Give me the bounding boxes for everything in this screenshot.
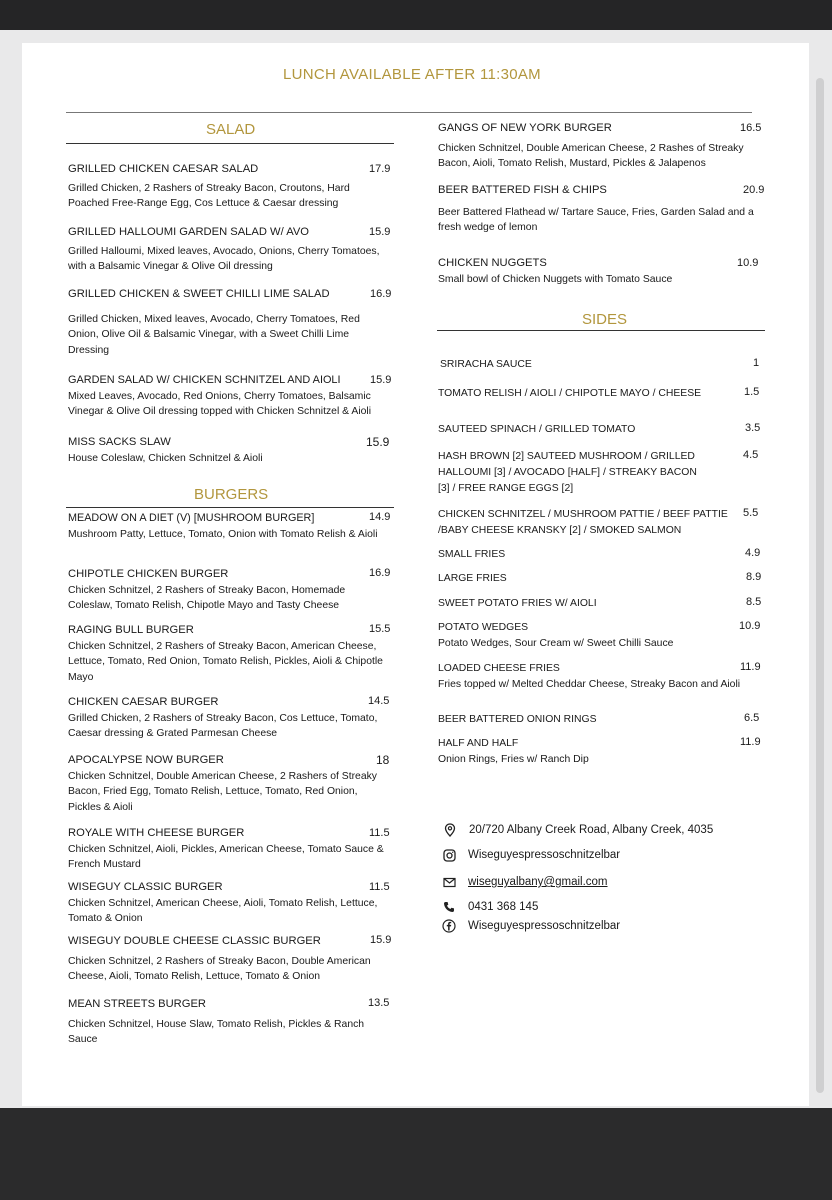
item-price: 17.9 [369, 163, 391, 175]
address-text: 20/720 Albany Creek Road, Albany Creek, 4035 [469, 824, 714, 836]
menu-item [438, 596, 763, 612]
menu-item [438, 121, 763, 172]
item-name: GARDEN SALAD W/ CHICKEN SCHNITZEL AND AIOLI [68, 374, 341, 386]
instagram-icon [442, 848, 456, 862]
header-divider [66, 112, 752, 113]
salad-section-title: SALAD [206, 121, 256, 138]
item-price: 13.5 [368, 997, 390, 1009]
instagram-handle: Wiseguyespressoschnitzelbar [468, 849, 621, 861]
item-name: WISEGUY DOUBLE CHEESE CLASSIC BURGER [68, 935, 321, 947]
item-description: Onion Rings, Fries w/ Ranch Dip [438, 753, 589, 765]
facebook-icon [442, 919, 456, 933]
menu-item [438, 386, 763, 402]
menu-item [68, 162, 390, 212]
sides-divider [437, 330, 765, 331]
menu-item [68, 225, 390, 275]
item-name: GRILLED CHICKEN & SWEET CHILLI LIME SALAD [68, 288, 330, 300]
item-price: 8.9 [746, 571, 762, 583]
phone-line[interactable] [442, 900, 538, 914]
item-name: HALF AND HALF [438, 738, 519, 749]
item-price: 20.9 [743, 184, 765, 196]
item-name: HASH BROWN [2] SAUTEED MUSHROOM / GRILLED HALLOUMI [3] / AVOCADO [HALF] / STREAKY BACON [3] / FREE RANGE EGGS [2] [438, 451, 697, 494]
menu-item [438, 507, 728, 539]
item-price: 3.5 [745, 422, 761, 434]
item-price: 16.9 [370, 288, 392, 300]
item-name: GANGS OF NEW YORK BURGER [438, 122, 612, 134]
item-name: POTATO WEDGES [438, 622, 529, 633]
item-name: CHICKEN NUGGETS [438, 257, 547, 269]
item-description: House Coleslaw, Chicken Schnitzel & Aioli [68, 452, 263, 464]
item-description: Chicken Schnitzel, House Slaw, Tomato Relish, Pickles & Ranch Sauce [68, 1018, 365, 1046]
item-name: WISEGUY CLASSIC BURGER [68, 881, 223, 893]
item-name: MISS SACKS SLAW [68, 436, 171, 448]
menu-item [438, 256, 763, 287]
salad-divider [66, 143, 394, 144]
item-price: 11.5 [369, 881, 390, 893]
item-price: 18 [376, 753, 390, 767]
item-description: Chicken Schnitzel, American Cheese, Aioli, Tomato Relish, Lettuce, Tomato & Onion [68, 897, 378, 925]
menu-item [438, 183, 763, 236]
item-price: 4.5 [743, 449, 759, 461]
item-name: MEADOW ON A DIET (V) [MUSHROOM BURGER] [68, 512, 315, 524]
facebook-line[interactable] [442, 919, 620, 933]
item-name: RAGING BULL BURGER [68, 624, 194, 636]
window-top-bar [0, 0, 832, 30]
item-name: BEER BATTERED ONION RINGS [438, 714, 597, 725]
phone-number: 0431 368 145 [468, 901, 539, 913]
item-name: GRILLED CHICKEN CAESAR SALAD [68, 163, 259, 175]
menu-item [68, 567, 390, 614]
item-description: Chicken Schnitzel, 2 Rashers of Streaky Bacon, American Cheese, Lettuce, Tomato, Red Onion, Tomato Relish, Pickles, Aioli & Chipotle Mayo [68, 640, 383, 683]
map-pin-icon [443, 823, 457, 837]
lunch-availability-heading: LUNCH AVAILABLE AFTER 11:30AM [283, 66, 541, 83]
item-price: 14.9 [369, 511, 391, 523]
item-description: Mixed Leaves, Avocado, Red Onions, Cherry Tomatoes, Balsamic Vinegar & Olive Oil dressing topped with Chicken Schnitzel & Aioli [68, 390, 372, 418]
item-name: MEAN STREETS BURGER [68, 998, 206, 1010]
sides-section-title: SIDES [582, 311, 628, 328]
item-description: Potato Wedges, Sour Cream w/ Sweet Chilli Sauce [438, 637, 674, 649]
menu-item [438, 620, 763, 651]
menu-item [68, 287, 390, 358]
item-name: SRIRACHA SAUCE [440, 359, 532, 370]
mail-icon [442, 875, 456, 889]
burgers-section-title: BURGERS [194, 486, 269, 503]
item-name: CHIPOTLE CHICKEN BURGER [68, 568, 229, 580]
menu-item [438, 422, 763, 438]
item-price: 6.5 [744, 712, 760, 724]
menu-item [68, 826, 390, 873]
item-description: Mushroom Patty, Lettuce, Tomato, Onion with Tomato Relish & Aioli [68, 528, 378, 540]
menu-item [68, 997, 390, 1048]
item-price: 11.5 [369, 827, 390, 839]
facebook-page: Wiseguyespressoschnitzelbar [468, 920, 621, 932]
item-price: 15.9 [369, 226, 391, 238]
menu-item [68, 511, 390, 542]
item-price: 1.5 [744, 386, 760, 398]
window-bottom-bar [0, 1108, 832, 1200]
item-name: LARGE FRIES [438, 573, 507, 584]
item-price: 4.9 [745, 547, 761, 559]
item-name: SAUTEED SPINACH / GRILLED TOMATO [438, 424, 636, 435]
menu-item [68, 373, 390, 420]
menu-item [68, 623, 390, 685]
item-name: SWEET POTATO FRIES W/ AIOLI [438, 598, 597, 609]
menu-item [440, 357, 765, 373]
item-price: 15.9 [366, 435, 390, 449]
item-price: 11.9 [740, 661, 761, 673]
item-name: TOMATO RELISH / AIOLI / CHIPOTLE MAYO / CHEESE [438, 388, 702, 399]
menu-item [438, 571, 763, 587]
address-line [443, 823, 713, 837]
menu-item [438, 449, 708, 496]
menu-item [68, 753, 390, 815]
item-price: 10.9 [737, 257, 759, 269]
item-description: Chicken Schnitzel, 2 Rashers of Streaky Bacon, Homemade Coleslaw, Tomato Relish, Chipotle Mayo and Tasty Cheese [68, 584, 346, 612]
menu-item [438, 661, 763, 692]
item-description: Beer Battered Flathead w/ Tartare Sauce, Fries, Garden Salad and a fresh wedge of lemon [438, 206, 754, 234]
menu-item [438, 736, 763, 767]
email-link[interactable]: wiseguyalbany@gmail.com [468, 876, 608, 888]
scrollbar[interactable] [816, 78, 824, 1093]
item-name: CHICKEN SCHNITZEL / MUSHROOM PATTIE / BEEF PATTIE /BABY CHEESE KRANSKY [2] / SMOKED SALMON [438, 509, 728, 536]
item-name: LOADED CHEESE FRIES [438, 663, 560, 674]
item-description: Chicken Schnitzel, Aioli, Pickles, American Cheese, Tomato Sauce & French Mustard [68, 843, 384, 871]
item-price: 16.5 [740, 122, 762, 134]
item-price: 10.9 [739, 620, 761, 632]
menu-item [68, 934, 390, 985]
item-description: Chicken Schnitzel, Double American Cheese, 2 Rashers of Streaky Bacon, Fried Egg, Tomato Relish, Lettuce, Tomato, Red Onion, Pickles & Aioli [68, 770, 377, 813]
burgers-divider [66, 507, 394, 508]
item-description: Fries topped w/ Melted Cheddar Cheese, Streaky Bacon and Aioli [438, 678, 741, 690]
item-description: Grilled Chicken, Mixed leaves, Avocado, Cherry Tomatoes, Red Onion, Olive Oil & Balsamic Vinegar, with a Sweet Chilli Lime Dressing [68, 313, 360, 356]
item-description: Chicken Schnitzel, 2 Rashers of Streaky Bacon, Double American Cheese, Aioli, Tomato Relish, Lettuce, Tomato & Onion [68, 955, 371, 983]
menu-item [68, 880, 390, 927]
email-line[interactable] [442, 875, 608, 889]
menu-item [438, 712, 763, 728]
item-price: 15.9 [370, 934, 392, 946]
item-price: 15.9 [370, 374, 392, 386]
item-price: 14.5 [368, 695, 390, 707]
item-description: Grilled Chicken, 2 Rashers of Streaky Bacon, Croutons, Hard Poached Free-Range Egg, Cos Lettuce & Caesar dressing [68, 182, 350, 210]
phone-icon [442, 900, 456, 914]
instagram-line[interactable] [442, 848, 620, 862]
item-price: 15.5 [369, 623, 391, 635]
item-price: 11.9 [740, 736, 761, 748]
item-name: GRILLED HALLOUMI GARDEN SALAD W/ AVO [68, 226, 310, 238]
menu-item [68, 435, 390, 466]
item-price: 8.5 [746, 596, 762, 608]
item-name: ROYALE WITH CHEESE BURGER [68, 827, 245, 839]
item-description: Small bowl of Chicken Nuggets with Tomato Sauce [438, 273, 673, 285]
item-description: Chicken Schnitzel, Double American Cheese, 2 Rashes of Streaky Bacon, Aioli, Tomato Relish, Mustard, Pickles & Jalapenos [438, 142, 744, 170]
item-price: 16.9 [369, 567, 391, 579]
item-name: SMALL FRIES [438, 549, 506, 560]
item-name: CHICKEN CAESAR BURGER [68, 696, 219, 708]
item-description: Grilled Chicken, 2 Rashers of Streaky Bacon, Cos Lettuce, Tomato, Caesar dressing & Grated Parmesan Cheese [68, 712, 378, 740]
menu-item [438, 547, 763, 563]
item-description: Grilled Halloumi, Mixed leaves, Avocado, Onions, Cherry Tomatoes, with a Balsamic Vinegar & Olive Oil dressing [68, 245, 380, 273]
menu-item [68, 695, 390, 742]
item-price: 1 [753, 357, 760, 369]
item-name: APOCALYPSE NOW BURGER [68, 754, 224, 766]
item-name: BEER BATTERED FISH & CHIPS [438, 184, 607, 196]
item-price: 5.5 [743, 507, 759, 519]
